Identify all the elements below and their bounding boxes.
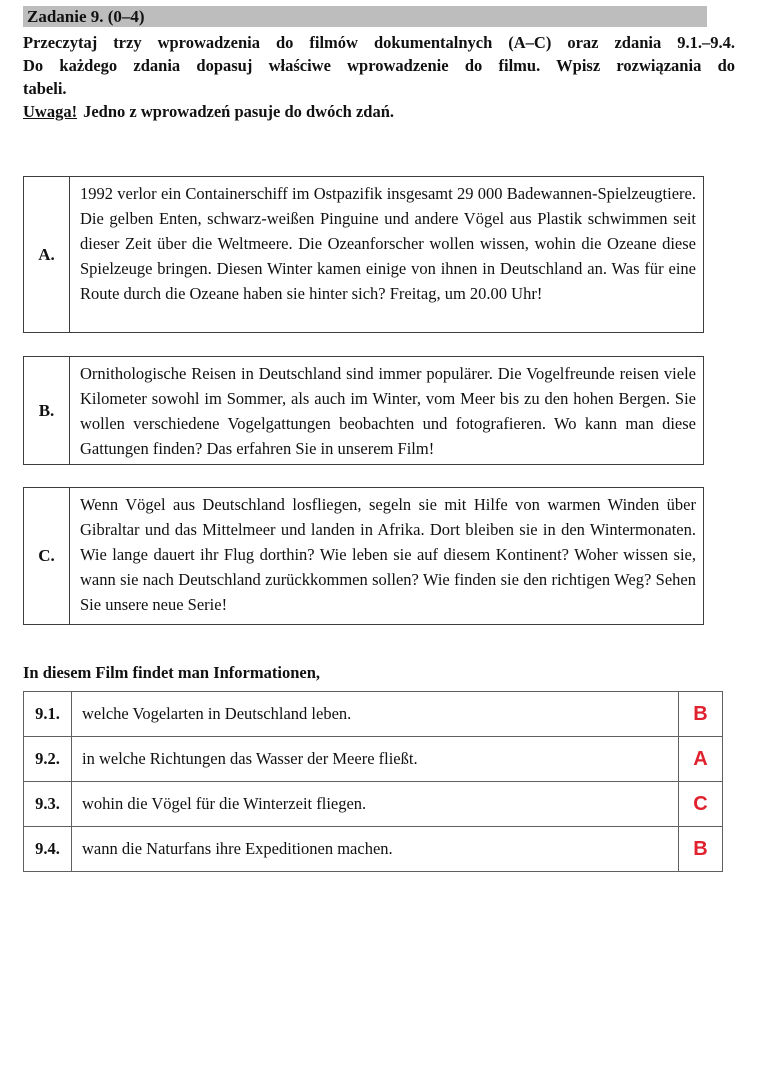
answer-letter-cell: A [679, 737, 723, 782]
answer-row-9-2 [24, 737, 723, 782]
answer-row-9-3 [24, 782, 723, 827]
intro-box-c-text: Wenn Vögel aus Deutschland losfliegen, segeln sie mit Hilfe von warmen Winden über Gibraltar und das Mittelmeer und landen in Afrika. Dort bleiben sie in den Wintermonaten. Wie lange dauert ihr Flug dorthin? Wie leben sie auf diesem Kontinent? Woher wissen sie, wann sie nach Deutschland zurückkommen sollen? Wie finden sie den richtigen Weg? Sehen Sie unsere neue Serie! [80, 495, 696, 614]
answer-letter-cell: B [679, 827, 723, 872]
answer-row-statement: in welche Richtungen das Wasser der Meere fließt. [72, 737, 679, 782]
note-line [23, 100, 735, 123]
answer-row-number: 9.4. [24, 827, 72, 872]
intro-box-b-text: Ornithologische Reisen in Deutschland sind immer populärer. Die Vogelfreunde reisen viele Kilometer sowohl im Sommer, als auch im Winter, vom Meer bis zu den hohen Bergen. Sie wollen verschiedene Vogelgattungen beobachten und fotografieren. Wo kann man diese Gattungen finden? Das erfahren Sie in unserem Film! [80, 364, 696, 458]
intro-box-c [23, 487, 704, 625]
answer-letter-cell: B [679, 692, 723, 737]
note-label: Uwaga! [23, 102, 78, 121]
answer-row-9-1 [24, 692, 723, 737]
answer-letter-cell: C [679, 782, 723, 827]
answers-table [23, 691, 723, 872]
instruction-line-2: Do każdego zdania dopasuj właściwe wprowadzenie do filmu. Wpisz rozwiązania do [23, 56, 735, 75]
task-title: Zadanie 9. (0–4) [27, 7, 145, 26]
intro-box-a-text: 1992 verlor ein Containerschiff im Ostpazifik insgesamt 29 000 Badewannen-Spielzeugtiere. Die gelben Enten, schwarz-weißen Pinguine und andere Vögel aus Plastik schwimmen seit dieser Zeit über die Weltmeere. Die Ozeanforscher wollen wissen, wohin die Ozeane diese Spielzeuge bringen. Diesen Winter kamen einige von ihnen in Deutschland an. Was für eine Route durch die Ozeane haben sie hinter sich? Freitag, um 20.00 Uhr! [80, 184, 696, 303]
answer-row-number: 9.2. [24, 737, 72, 782]
answer-row-number: 9.3. [24, 782, 72, 827]
answer-row-9-4 [24, 827, 723, 872]
intro-box-b [23, 356, 704, 465]
answer-row-statement: welche Vogelarten in Deutschland leben. [72, 692, 679, 737]
task-instructions [23, 31, 735, 123]
intro-box-b-label: B. [24, 357, 70, 464]
note-text: Jedno z wprowadzeń pasuje do dwóch zdań. [83, 102, 395, 121]
answer-row-statement: wohin die Vögel für die Winterzeit fliegen. [72, 782, 679, 827]
task-title-bar [23, 6, 707, 27]
instruction-line-1: Przeczytaj trzy wprowadzenia do filmów dokumentalnych (A–C) oraz zdania 9.1.–9.4. [23, 33, 735, 52]
answer-row-statement: wann die Naturfans ihre Expeditionen machen. [72, 827, 679, 872]
intro-box-a [23, 176, 704, 333]
answers-heading: In diesem Film findet man Informationen, [23, 663, 320, 682]
instruction-line-3: tabeli. [23, 79, 67, 98]
intro-box-a-label: A. [24, 177, 70, 332]
answer-row-number: 9.1. [24, 692, 72, 737]
intro-box-c-label: C. [24, 488, 70, 624]
